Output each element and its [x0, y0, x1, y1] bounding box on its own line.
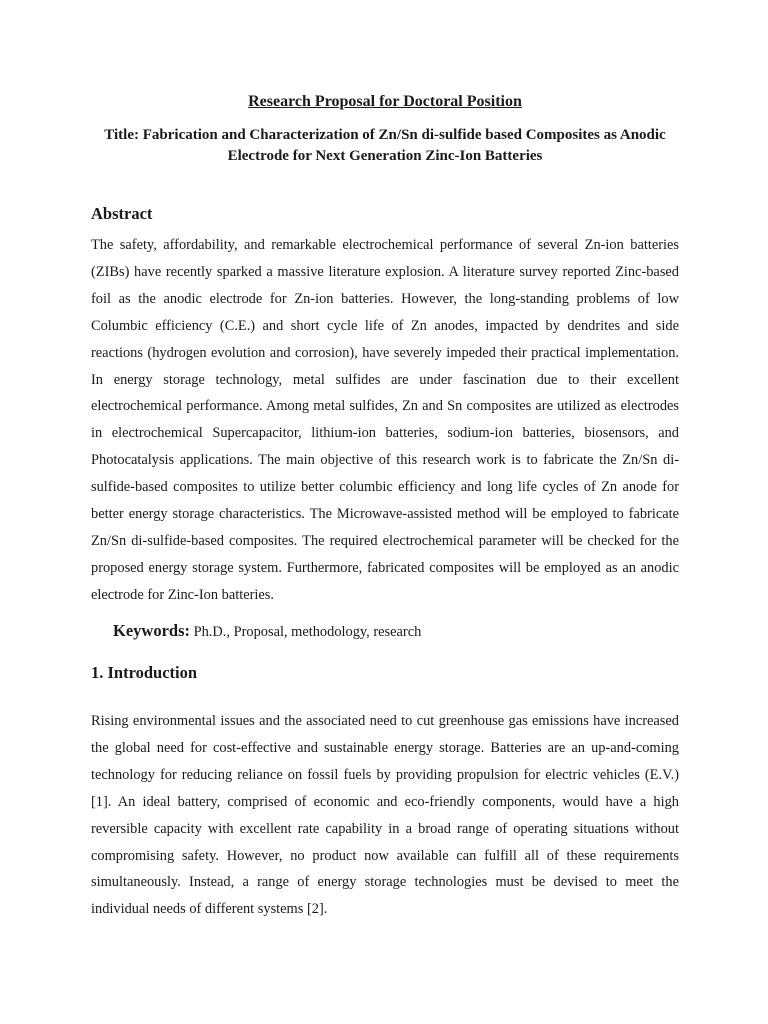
abstract-body: The safety, affordability, and remarkable electrochemical performance of several Zn-ion batteries (ZIBs) have recently sparked a massive literature explosion. A literature survey reported Zinc-based foil as the anodic electrode for Zn-ion batteries. However, the long-standing problems of low Columbic efficiency (C.E.) and short cycle life of Zn anodes, impacted by dendrites and side reactions (hydrogen evolution and corrosion), have severely impeded their practical implementation. In energy storage technology, metal sulfides are under fascination due to their excellent electrochemical performance. Among metal sulfides, Zn and Sn composites are utilized as electrodes in electrochemical Supercapacitor, lithium-ion batteries, sodium-ion batteries, biosensors, and Photocatalysis applications. The main objective of this research work is to fabricate the Zn/Sn di-sulfide-based composites to utilize better columbic efficiency and long life cycles of Zn anode for better energy storage characteristics. The Microwave-assisted method will be employed to fabricate Zn/Sn di-sulfide-based composites. The required electrochemical parameter will be checked for the proposed energy storage system. Furthermore, fabricated composites will be employed as an anodic electrode for Zinc-Ion batteries.: [91, 237, 679, 603]
document-title: Title: Fabrication and Characterization of Zn/Sn di-sulfide based Composites as Anodic Electrode for Next Generation Zinc-Ion Batteries: [104, 127, 666, 164]
abstract-heading: Abstract: [91, 204, 153, 223]
introduction-body: Rising environmental issues and the associated need to cut greenhouse gas emissions have increased the global need for cost-effective and sustainable energy storage. Batteries are an up-and-coming technology for reducing reliance on fossil fuels by providing propulsion for electric vehicles (E.V.)[1]. An ideal battery, comprised of economic and eco-friendly components, would have a high reversible capacity with excellent rate capability in a broad range of operating situations without compromising safety. However, no product now available can fulfill all of these requirements simultaneously. Instead, a range of energy storage technologies must be devised to meet the individual needs of different systems [2].: [91, 713, 679, 918]
document-heading: Research Proposal for Doctoral Position: [248, 93, 522, 110]
keywords-label: Keywords:: [113, 621, 190, 640]
introduction-heading: 1. Introduction: [91, 663, 198, 682]
keywords-value: Ph.D., Proposal, methodology, research: [193, 624, 422, 640]
keywords-line: [113, 621, 421, 641]
